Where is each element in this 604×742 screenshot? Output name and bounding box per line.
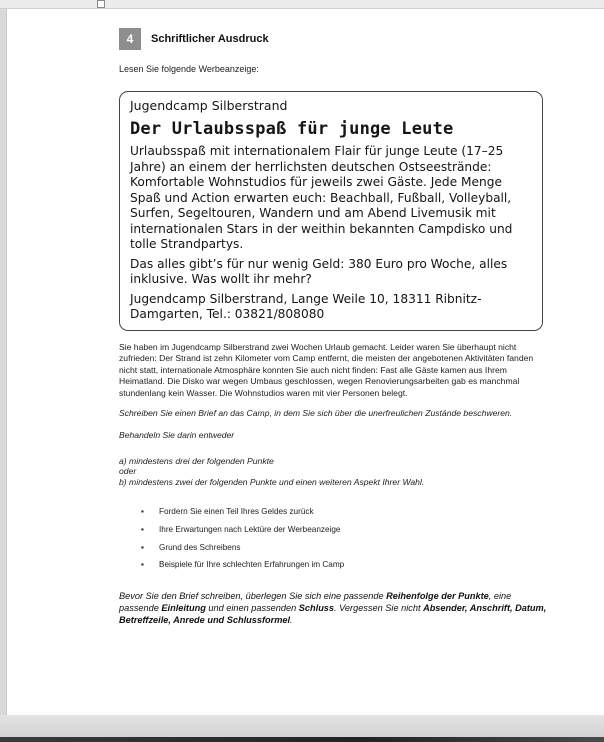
list-item: ▪ Grund des Schreibens	[119, 539, 547, 557]
final-instruction: Bevor Sie den Brief schreiben, überlegen Sie sich eine passende Reihenfolge der Punkte, eine passende Einleitung und einen passenden Schluss. Vergessen Sie nicht Absender, Anschrift, Datum, Betreffzeile, Anrede und Schlussformel.	[119, 590, 547, 625]
page-content	[119, 28, 547, 626]
task-instruction: Schreiben Sie einen Brief an das Camp, in dem Sie sich über die unerfreulichen Zustände beschweren.	[119, 408, 513, 419]
option-a: a) mindestens drei der folgenden Punkte	[119, 455, 274, 466]
points-list	[119, 503, 547, 573]
ad-headline: Der Urlaubsspaß für junge Leute	[130, 119, 454, 139]
list-item: ▪ Beispiele für Ihre schlechten Erfahrungen im Camp	[119, 556, 547, 574]
ad-price-text: Das alles gibt’s für nur wenig Geld: 380 Euro pro Woche, alles inklusive. Was wollt ihr mehr?	[130, 256, 508, 286]
advertisement-box	[119, 91, 543, 331]
bullet-icon: ▪	[141, 525, 144, 535]
intro-text: Lesen Sie folgende Werbeanzeige:	[119, 64, 259, 74]
window-bottom-bar	[0, 715, 604, 742]
ruler	[0, 0, 604, 9]
taskbar-strip	[0, 737, 604, 742]
list-item: ▪ Ihre Erwartungen nach Lektüre der Werbeanzeige	[119, 521, 547, 539]
ad-camp-name: Jugendcamp Silberstrand	[130, 98, 288, 113]
list-item: ▪ Fordern Sie einen Teil Ihres Geldes zurück	[119, 503, 547, 521]
ad-address: Jugendcamp Silberstrand, Lange Weile 10, 18311 Ribnitz-Damgarten, Tel.: 03821/808080	[130, 291, 482, 321]
task-choice: Behandeln Sie darin entweder	[119, 430, 235, 441]
ad-description: Urlaubsspaß mit internationalem Flair für junge Leute (17–25 Jahre) an einem der herrlichsten deutschen Ostseestrände: Komfortable Wohnstudios für jeweils zwei Gäste. Jede Menge Spaß und Action erwarten euch: Beachball, Fußball, Volleyball, Surfen, Segeltouren, Wandern und am Abend Livemusik mit internationalen Stars in der weithin bekannten Campdisko und tolle Strandpartys.	[130, 144, 513, 251]
section-header	[119, 28, 547, 50]
bullet-icon: ▪	[141, 507, 144, 517]
option-b: b) mindestens zwei der folgenden Punkte und einen weiteren Aspekt Ihrer Wahl.	[119, 476, 425, 487]
bullet-icon: ▪	[141, 542, 144, 552]
option-or: oder	[119, 466, 137, 477]
situation-text: Sie haben im Jugendcamp Silberstrand zwei Wochen Urlaub gemacht. Leider waren Sie überhaupt nicht zufrieden: Der Strand ist zehn Kilometer vom Camp entfernt, die meisten der angebotenen Aktivitäten fanden nicht statt, internationale Atmosphäre konnten Sie auch nicht finden: Fast alle Gäste kamen aus Ihrem Heimatland. Die Disko war wegen Umbaus geschlossen, wegen Renovierungsarbeiten gab es manchmal stundenlang kein Wasser. Die Wohnstudios waren mit vier Personen belegt.	[119, 341, 534, 398]
options-block	[119, 456, 547, 488]
section-title: Schriftlicher Ausdruck	[151, 33, 269, 45]
bullet-icon: ▪	[141, 560, 144, 570]
section-number: 4	[119, 28, 141, 50]
indent-marker-icon[interactable]	[97, 0, 105, 8]
